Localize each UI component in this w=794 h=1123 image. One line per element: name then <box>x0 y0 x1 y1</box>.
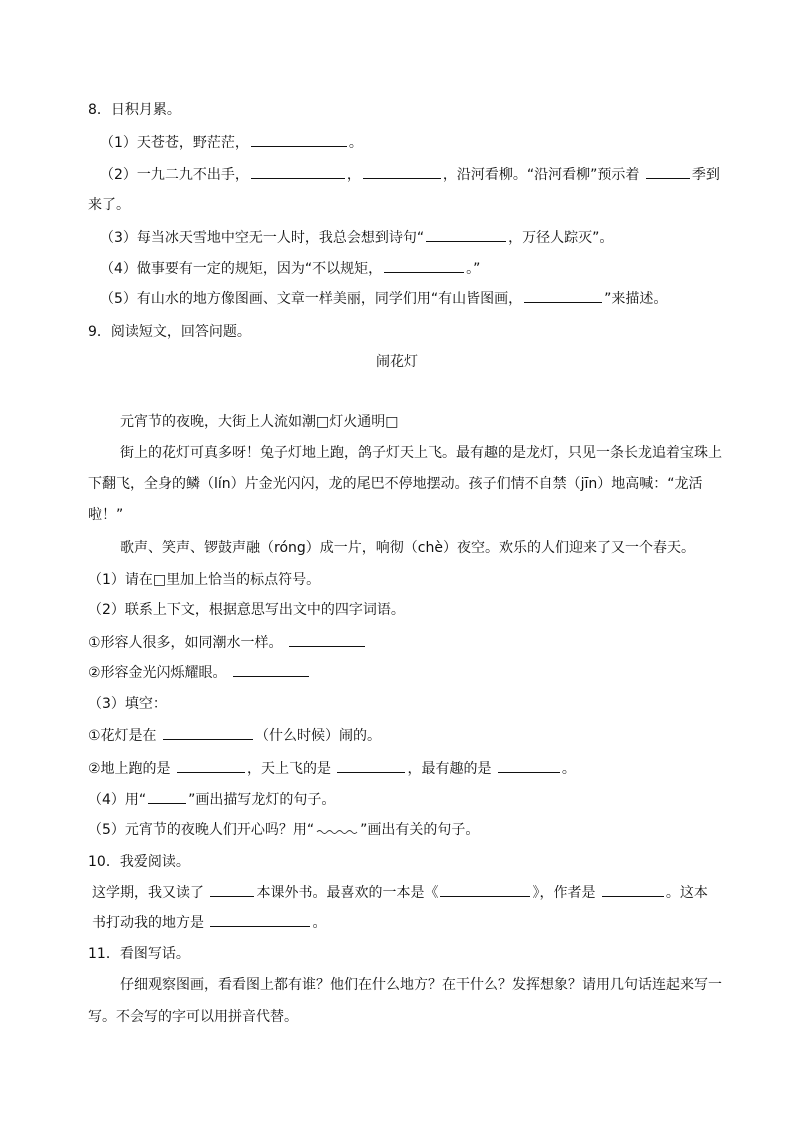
answer-blank[interactable] <box>289 632 365 647</box>
q9-sub-3-2-text: ②地上跑的是 <box>88 761 171 777</box>
passage-p2-line1: 街上的花灯可真多呀！兔子灯地上跑，鸽子灯天上飞。最有趣的是龙灯，只见一条长龙追着宝珠上 <box>120 445 722 461</box>
answer-blank[interactable] <box>498 758 560 773</box>
answer-blank[interactable] <box>251 132 347 147</box>
q9-sub-2-1 <box>88 632 367 652</box>
q8-item-4-text: （4）做事要有一定的规矩，因为“不以规矩， <box>100 261 383 277</box>
q9-sub-5-text: （5）元宵节的夜晚人们开心吗？用“ <box>88 822 315 838</box>
answer-blank[interactable] <box>251 164 345 179</box>
q10-line-1-end: 。这本 <box>665 885 708 901</box>
q10-line-2-text: 书打动我的地方是 <box>92 915 204 931</box>
straight-line-marker <box>148 789 186 804</box>
q9-sub-4-end: ”画出描写龙灯的句子。 <box>188 792 336 808</box>
q11-heading: 11．看图写话。 <box>88 946 190 962</box>
q9-sub-3-1-text: ①花灯是在 <box>88 728 157 744</box>
answer-blank[interactable] <box>363 164 441 179</box>
q10-line-2 <box>92 912 326 932</box>
answer-blank[interactable] <box>177 758 245 773</box>
answer-blank[interactable] <box>524 288 602 303</box>
answer-blank[interactable] <box>440 882 530 897</box>
q8-item-2-comma: ， <box>346 167 361 183</box>
answer-blank[interactable] <box>602 882 664 897</box>
q10-line-1-text: 这学期，我又读了 <box>92 885 204 901</box>
q8-item-3-end: ，万径人踪灭”。 <box>508 230 614 246</box>
answer-blank[interactable] <box>163 725 253 740</box>
q11-line-2: 写。不会写的字可以用拼音代替。 <box>88 1009 298 1025</box>
answer-blank[interactable] <box>426 227 506 242</box>
q8-item-2 <box>100 164 720 184</box>
q8-item-3 <box>100 227 613 247</box>
q9-sub-3-2 <box>88 758 576 778</box>
passage-title: 闹花灯 <box>376 354 418 370</box>
q9-sub-3: （3）填空： <box>88 696 167 712</box>
answer-blank[interactable] <box>233 662 309 677</box>
q9-sub-3-1-end: （什么时候）闹的。 <box>255 728 382 744</box>
q8-item-1 <box>100 132 363 152</box>
passage-p3: 歌声、笑声、锣鼓声融（róng）成一片，响彻（chè）夜空。欢乐的人们迎来了又一个春天。 <box>120 540 695 556</box>
passage-p2-line2: 下翻飞，全身的鳞（lín）片金光闪闪，龙的尾巴不停地摆动。孩子们情不自禁（jīn）地高喊：“龙活 <box>88 476 703 492</box>
q10-line-1-mid: 本课外书。最喜欢的一本是《 <box>256 885 439 901</box>
q9-sub-4-text: （4）用“ <box>88 792 147 808</box>
q8-item-5 <box>100 288 667 308</box>
q10-line-2-end: 。 <box>312 915 327 931</box>
answer-blank[interactable] <box>384 258 464 273</box>
answer-blank[interactable] <box>337 758 405 773</box>
q9-sub-4 <box>88 789 335 809</box>
q9-sub-1: （1）请在□里加上恰当的标点符号。 <box>88 572 321 588</box>
q9-sub-3-2-mid: ，天上飞的是 <box>247 761 332 777</box>
q8-item-4-end: 。” <box>466 261 481 277</box>
q9-heading: 9．阅读短文，回答问题。 <box>88 324 251 340</box>
q9-sub-3-2-mid-2: ，最有趣的是 <box>407 761 492 777</box>
q10-heading: 10．我爱阅读。 <box>88 854 190 870</box>
q8-heading: 8．日积月累。 <box>88 102 181 118</box>
q9-sub-5 <box>88 820 479 840</box>
answer-blank[interactable] <box>210 882 254 897</box>
q9-sub-5-end: ”画出有关的句子。 <box>360 822 480 838</box>
q8-item-2-text-2: ，沿河看柳。“沿河看柳”预示着 <box>442 167 640 183</box>
q9-sub-2-2-text: ②形容金光闪烁耀眼。 <box>88 665 227 681</box>
q9-sub-3-2-end: 。 <box>561 761 576 777</box>
q10-line-1 <box>92 882 708 902</box>
q8-item-2-end: 季到 <box>691 167 720 183</box>
q9-sub-2: （2）联系上下文，根据意思写出文中的四字词语。 <box>88 602 405 618</box>
answer-blank[interactable] <box>210 912 310 927</box>
q8-item-2-cont: 来了。 <box>88 197 130 213</box>
q8-item-4 <box>100 258 480 278</box>
q9-sub-2-1-text: ①形容人很多，如同潮水一样。 <box>88 635 283 651</box>
q8-item-2-text: （2）一九二九不出手， <box>100 167 249 183</box>
q10-line-1-mid-2: 》，作者是 <box>532 885 596 901</box>
passage-p2-line3: 啦！” <box>88 507 124 523</box>
q8-item-3-text: （3）每当冰天雪地中空无一人时，我总会想到诗句“ <box>100 230 425 246</box>
q9-sub-3-1 <box>88 725 381 745</box>
q8-item-1-text: （1）天苍苍，野茫茫， <box>100 135 249 151</box>
q8-item-5-end: ”来描述。 <box>604 291 668 307</box>
q8-item-1-end: 。 <box>348 135 363 151</box>
wavy-line-marker <box>315 820 359 834</box>
answer-blank[interactable] <box>646 164 690 179</box>
q9-sub-2-2 <box>88 662 311 682</box>
q8-item-5-text: （5）有山水的地方像图画、文章一样美丽，同学们用“有山皆图画， <box>100 291 523 307</box>
passage-p1: 元宵节的夜晚，大街上人流如潮□灯火通明□ <box>120 414 399 430</box>
q11-line-1: 仔细观察图画，看看图上都有谁？他们在什么地方？在干什么？发挥想象？请用几句话连起来写一 <box>120 977 722 993</box>
